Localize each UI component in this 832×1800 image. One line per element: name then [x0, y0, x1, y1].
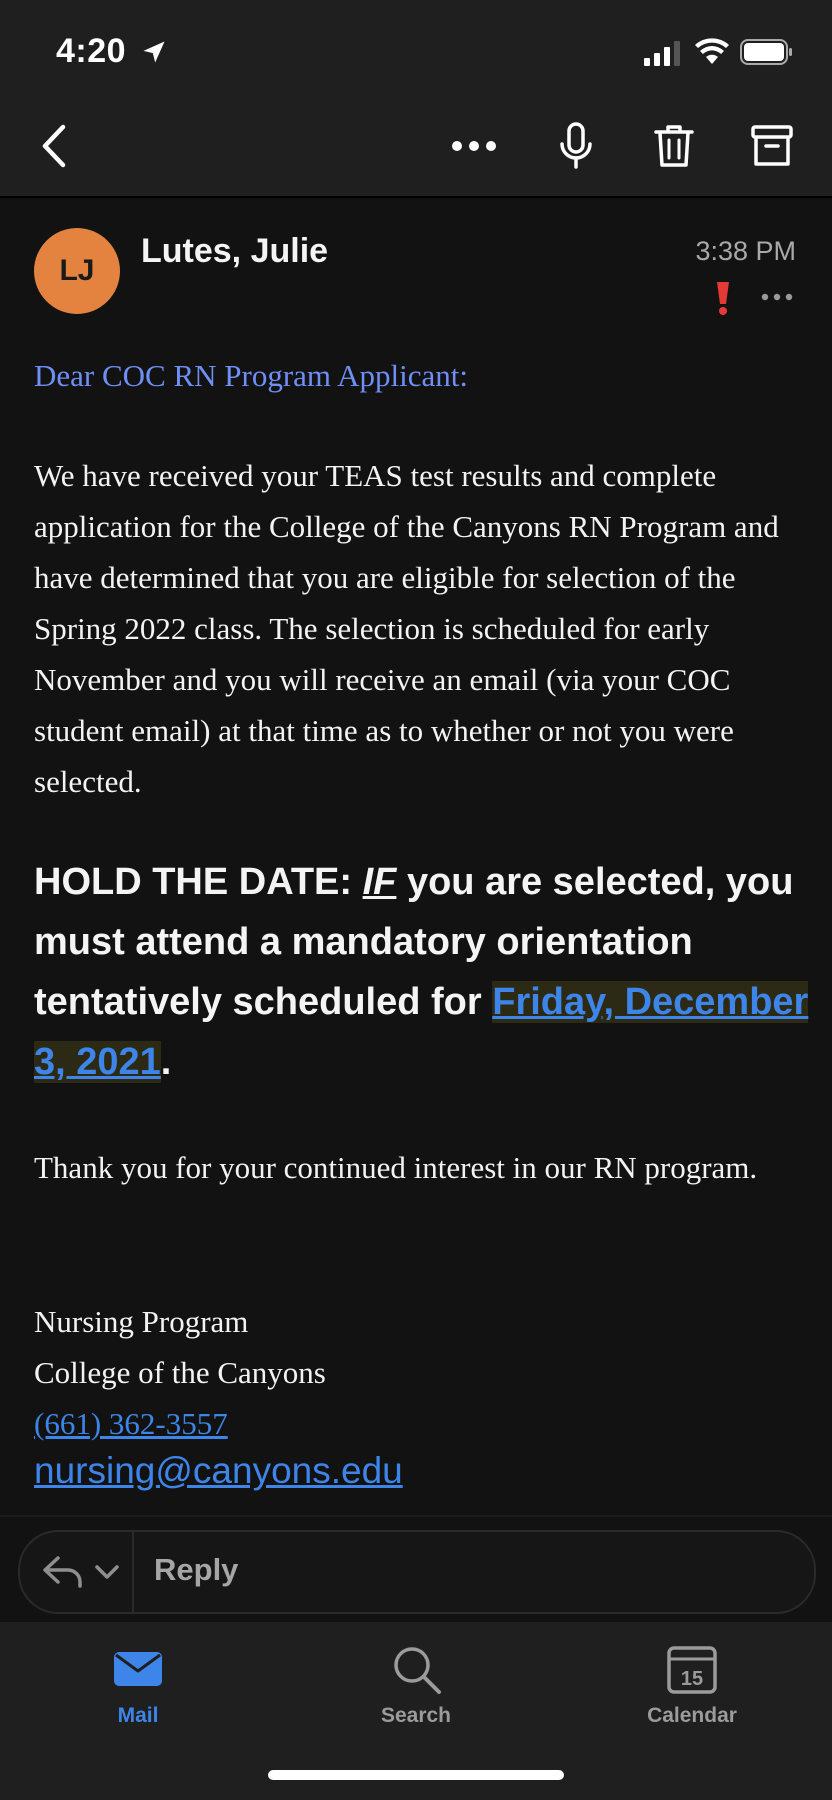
sender-name[interactable]: Lutes, Julie	[141, 232, 329, 270]
reply-input[interactable]: Reply	[154, 1552, 239, 1587]
delete-button[interactable]	[646, 118, 702, 174]
reply-arrow-icon	[42, 1554, 84, 1590]
hold-suffix: .	[160, 1041, 172, 1083]
battery-icon	[740, 38, 794, 66]
high-importance-icon	[714, 280, 732, 316]
hold-the-date-notice	[34, 852, 814, 1092]
back-button[interactable]	[26, 118, 82, 174]
dictate-button[interactable]	[548, 118, 604, 174]
tab-mail-label: Mail	[117, 1704, 159, 1727]
microphone-icon	[559, 122, 593, 170]
status-bar	[0, 0, 832, 96]
magnifier-icon	[389, 1642, 443, 1696]
more-actions-button[interactable]	[446, 118, 502, 174]
message-more-icon[interactable]	[760, 290, 794, 304]
nav-bar	[0, 96, 832, 198]
signature-email-link[interactable]: nursing@canyons.edu	[34, 1450, 403, 1491]
location-arrow-icon	[140, 38, 168, 66]
tab-calendar-label: Calendar	[647, 1704, 737, 1727]
hold-if-word: IF	[362, 861, 397, 903]
wifi-icon	[694, 38, 730, 66]
hold-middle: you are selected, you must attend a mandatory orientation tentatively scheduled for	[34, 861, 794, 1023]
reply-bar	[18, 1530, 816, 1614]
status-time: 4:20	[56, 32, 127, 70]
cellular-signal-icon	[644, 40, 682, 66]
reply-options-button[interactable]	[20, 1532, 134, 1612]
envelope-icon	[111, 1642, 165, 1696]
email-greeting: Dear COC RN Program Applicant:	[34, 358, 468, 393]
archive-icon	[751, 124, 793, 168]
tab-calendar[interactable]	[592, 1642, 792, 1752]
signature-organization: College of the Canyons	[34, 1355, 326, 1390]
email-paragraph-2: Thank you for your continued interest in our RN program.	[34, 1150, 758, 1185]
tab-search[interactable]	[316, 1642, 516, 1752]
tab-search-label: Search	[380, 1704, 452, 1727]
ellipsis-icon	[451, 140, 497, 152]
tab-mail[interactable]	[38, 1642, 238, 1752]
chevron-down-icon	[94, 1562, 120, 1582]
calendar-icon	[665, 1642, 719, 1696]
email-paragraph-1: We have received your TEAS test results and complete application for the College of the Canyons RN Program and have determined that you are eligible for selection of the Spring 2022 class. The selection is scheduled for early November and you will receive an email (via your COC student email) at that time as to whether or not you were selected.	[34, 458, 779, 799]
signature-department: Nursing Program	[34, 1304, 249, 1339]
archive-button[interactable]	[744, 118, 800, 174]
home-indicator[interactable]	[268, 1770, 564, 1780]
calendar-day-number: 15	[680, 1668, 704, 1690]
signature-phone-link[interactable]: (661) 362-3557	[34, 1406, 228, 1441]
message-time: 3:38 PM	[695, 236, 796, 266]
trash-icon	[654, 123, 694, 169]
orientation-date-link[interactable]: Friday, December 3, 2021	[34, 981, 809, 1083]
reply-divider	[0, 1515, 832, 1517]
sender-avatar[interactable]: LJ	[34, 228, 120, 314]
chevron-left-icon	[39, 124, 69, 168]
hold-prefix: HOLD THE DATE:	[34, 861, 363, 903]
